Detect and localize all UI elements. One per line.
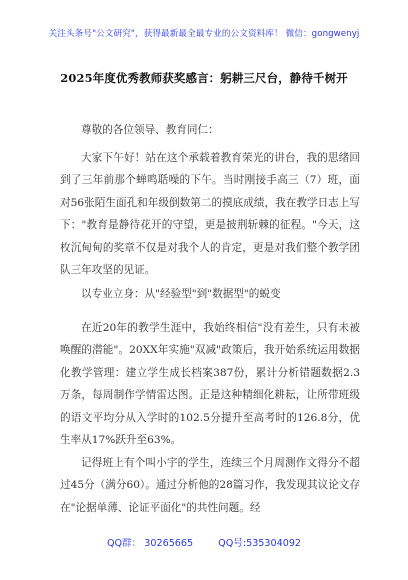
paragraph-1: 大家下午好！站在这个承载着教育荣光的讲台，我的思绪回到了三年前那个蝉鸣聒噪的下午。当时刚接手高三（7）班，面对56张陌生面孔和年级倒数第二的摸底成绩，我在教学日志上写下："教育是静待花开的守望，更是披荆斩棘的征程。"今天，这枚沉甸甸的奖章不仅是对我个人的肯定，更是对我们整个教学团队三年攻坚的见证。 <box>60 152 360 277</box>
section-heading: 以专业立身：从"经验型"到"数据型"的蜕变 <box>81 288 281 300</box>
paragraph-3: 记得班上有个叫小宇的学生，连续三个月周测作文得分不超过45分（满分60）。通过分析他的28篇习作，我发现其议论文存在"论据单薄、论证平面化"的共性问题。经 <box>60 457 360 514</box>
salutation: 尊敬的各位领导、教育同仁： <box>81 124 219 136</box>
document-title: 2025年度优秀教师获奖感言：躬耕三尺台，静待千树开 <box>60 71 348 85</box>
paragraph-2: 在近20年的教学生涯中，我始终相信"没有差生，只有未被唤醒的潜能"。20XX年实施"双减"政策后，我开始系统运用数据化教学管理：建立学生成长档案387份，累计分析错题数据2.3万条，每周制作学情雷达图。正是这种精细化耕耘，让所带班级的语文平均分从入学时的102.5分提升至高考时的126.8分，优生率从17%跃升至63%。 <box>60 322 360 447</box>
footer-qq-number[interactable]: QQ号:535304092 <box>218 538 302 549</box>
footer-qq-group[interactable]: QQ群： 30265665 <box>106 538 194 549</box>
header-banner[interactable]: 关注头条号"公文研究"，获得最新最全最专业的公文资料库！ 微信：gongwenyj <box>48 29 360 39</box>
footer-contacts <box>0 535 408 549</box>
